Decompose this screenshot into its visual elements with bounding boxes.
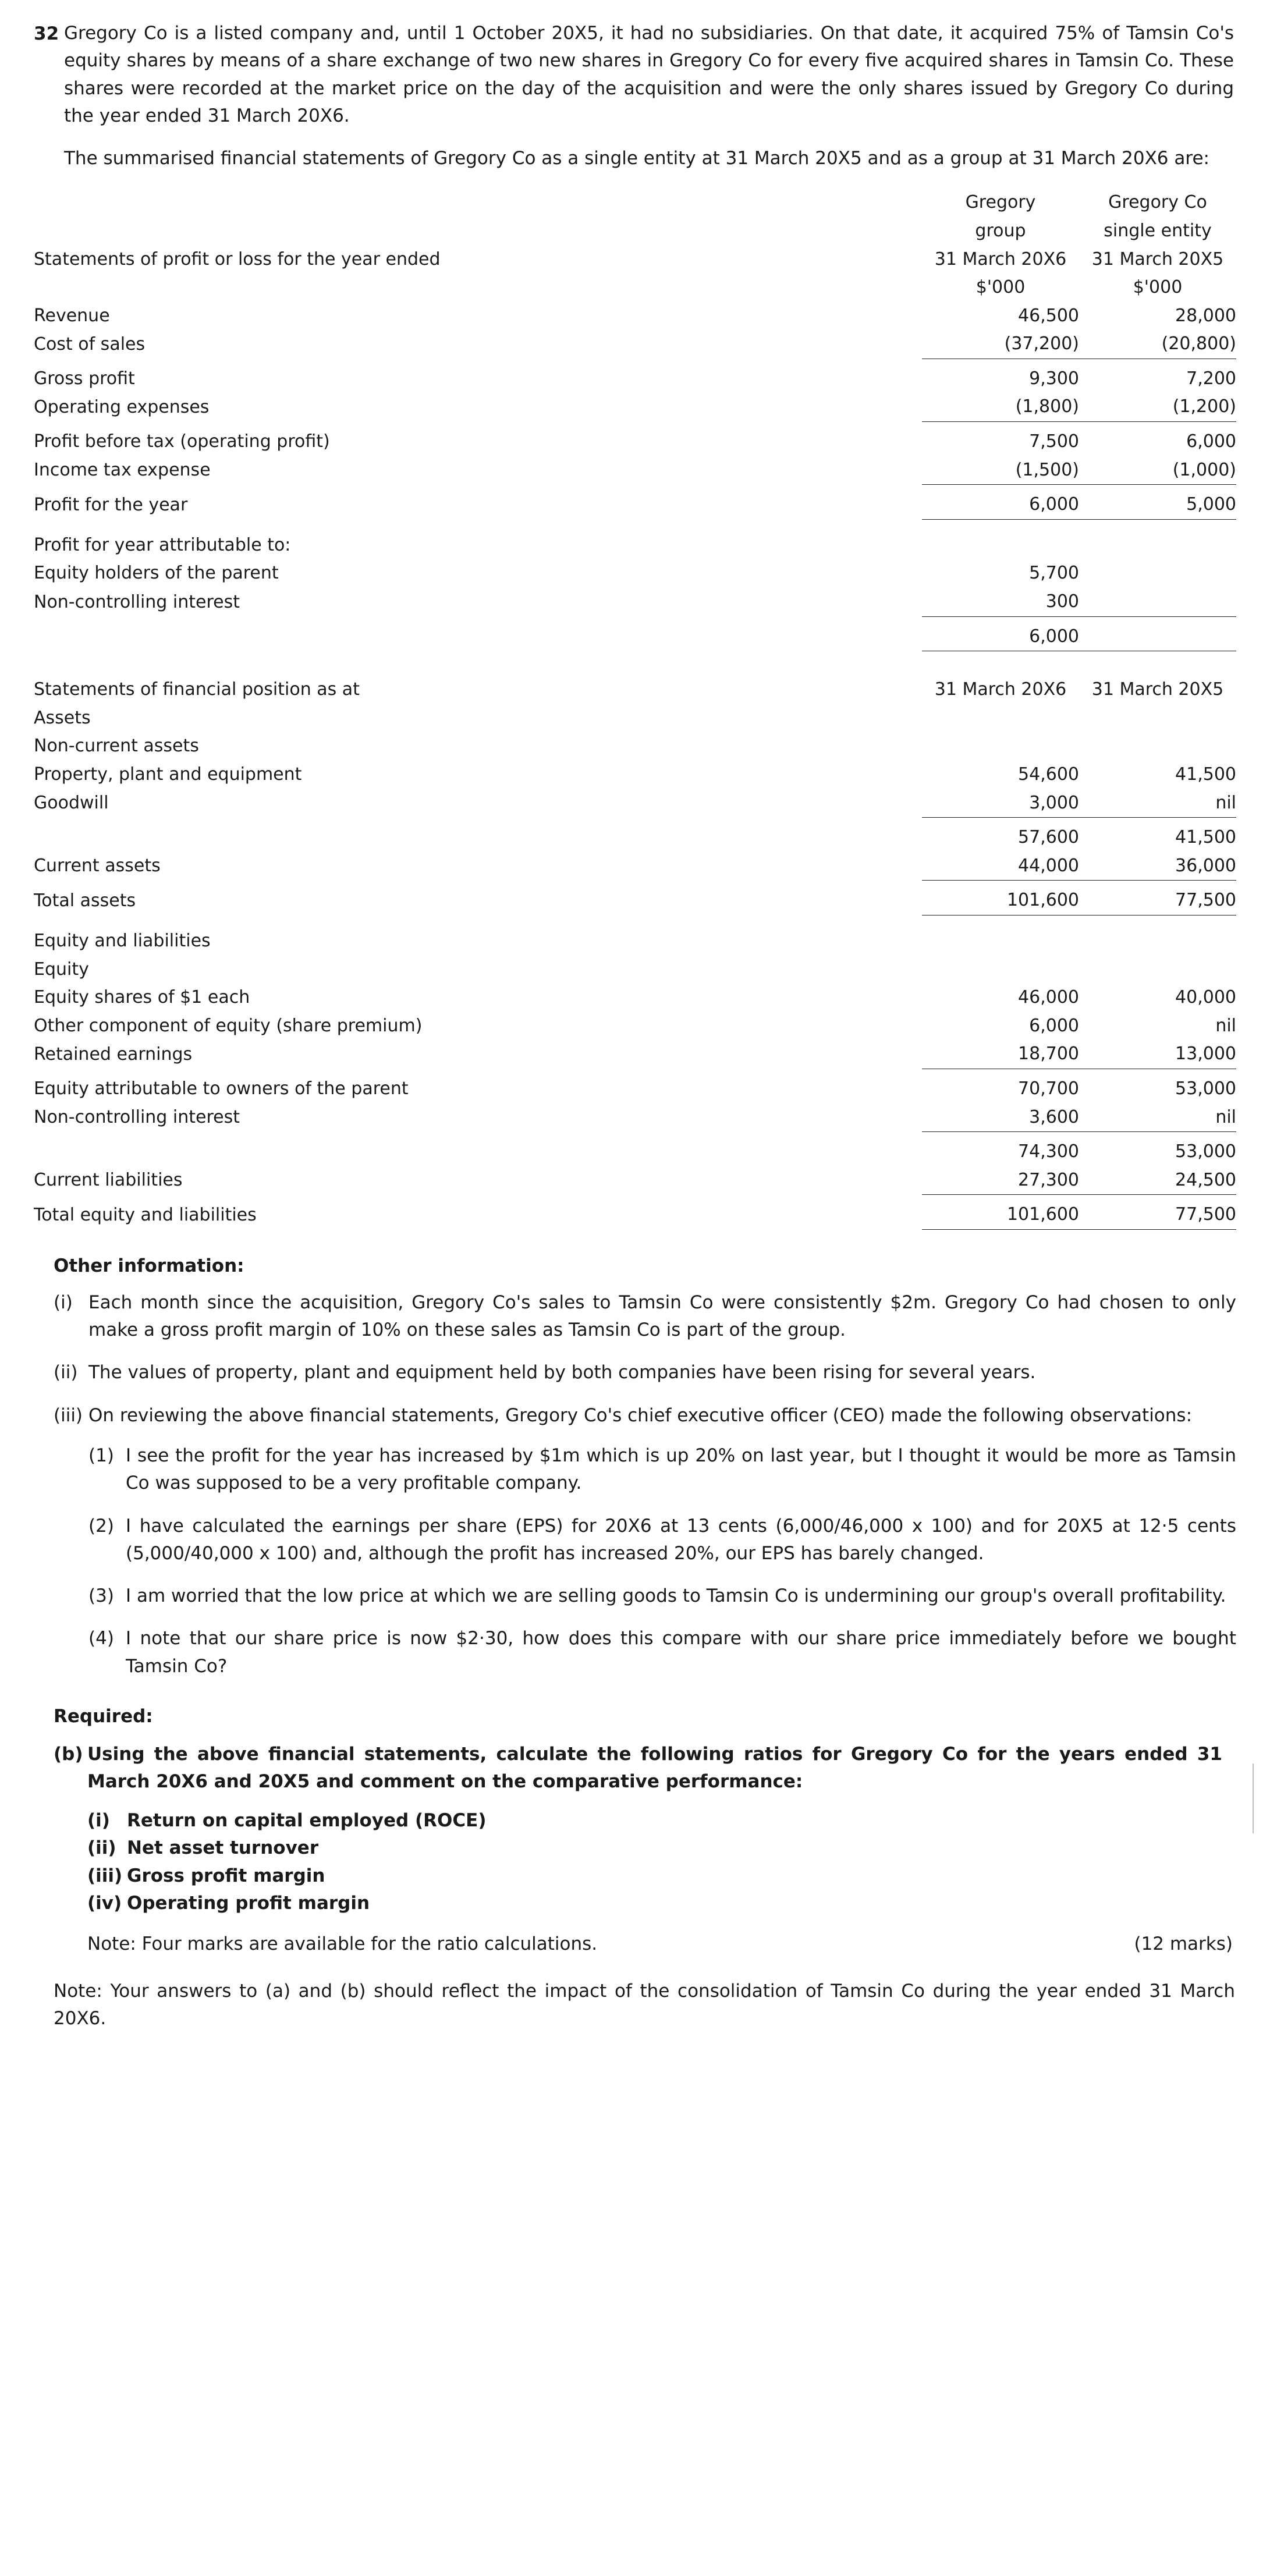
list-text: Gross profit margin bbox=[127, 1865, 325, 1886]
question-intro bbox=[34, 20, 1236, 172]
list-text: I note that our share price is now $2·30, how does this compare with our share price immediately before we bought Tamsin Co? bbox=[126, 1628, 1236, 1677]
col1-head-units: $'000 bbox=[975, 277, 1026, 298]
table-row: Equity shares of $1 each 46,000 40,000 bbox=[34, 987, 1236, 1008]
list-item bbox=[87, 1807, 1236, 1835]
ratio-note: Note: Four marks are available for the ratio calculations. bbox=[87, 1933, 598, 1954]
fp-col2-head: 31 March 20X5 bbox=[1091, 679, 1224, 700]
list-marker: (3) bbox=[88, 1585, 114, 1607]
table-row: Current liabilities 27,300 24,500 bbox=[34, 1166, 1236, 1195]
table-row: 74,300 53,000 bbox=[1018, 1141, 1236, 1162]
col1-head-line1: Gregory bbox=[965, 192, 1036, 213]
list-text: I am worried that the low price at which we are selling goods to Tamsin Co is undermining our group's overall profitability. bbox=[126, 1585, 1226, 1607]
table-row: Total equity and liabilities 101,600 77,500 bbox=[34, 1201, 1236, 1229]
list-marker: (iv) bbox=[87, 1892, 122, 1914]
ceo-observations-list bbox=[88, 1442, 1236, 1680]
required-text: Using the above financial statements, calculate the following ratios for Gregory Co for the years ended 31 March 20X6 and 20X5 and comment on the comparative performance: bbox=[87, 1743, 1222, 1793]
question-body bbox=[64, 20, 1234, 172]
table-row: Non-controlling interest 300 bbox=[34, 588, 1236, 616]
col2-head-line2: single entity bbox=[1104, 220, 1212, 241]
table-row: Equity holders of the parent 5,700 bbox=[34, 563, 1079, 584]
other-information-heading: Other information: bbox=[54, 1255, 244, 1276]
list-item bbox=[88, 1625, 1236, 1680]
column-header-row-3 bbox=[34, 246, 1236, 274]
attributable-title-row: Profit for year attributable to: bbox=[34, 534, 291, 555]
list-item bbox=[54, 1402, 1236, 1429]
list-item bbox=[87, 1835, 1236, 1862]
list-marker: (1) bbox=[88, 1445, 114, 1466]
column-header-row-1 bbox=[34, 189, 1236, 217]
list-marker: (4) bbox=[88, 1628, 114, 1649]
list-item bbox=[54, 1359, 1236, 1386]
final-note: Note: Your answers to (a) and (b) should reflect the impact of the consolidation of Tamsin Co during the year ended 31 March 20X6. bbox=[54, 1980, 1235, 2029]
profit-loss-title: Statements of profit or loss for the year ended bbox=[34, 249, 441, 269]
list-marker: (i) bbox=[87, 1810, 110, 1832]
table-row: Goodwill 3,000 nil bbox=[34, 789, 1236, 818]
col2-head-date: 31 March 20X5 bbox=[1091, 249, 1224, 269]
list-item bbox=[87, 1890, 1236, 1917]
table-row: Non-controlling interest 3,600 nil bbox=[34, 1104, 1236, 1132]
list-text: On reviewing the above financial statements, Gregory Co's chief executive officer (CEO) made the following observations: bbox=[88, 1404, 1193, 1426]
list-item bbox=[88, 1442, 1236, 1498]
column-header-row-4 bbox=[34, 274, 1236, 302]
table-row: Operating expenses (1,800) (1,200) bbox=[34, 393, 1236, 421]
list-marker: (ii) bbox=[87, 1837, 116, 1859]
table-row: Equity attributable to owners of the parent 70,700 53,000 bbox=[34, 1078, 1236, 1099]
table-row: Equity and liabilities bbox=[34, 930, 211, 951]
col1-head-date: 31 March 20X6 bbox=[934, 249, 1067, 269]
list-text: The values of property, plant and equipment held by both companies have been rising for several years. bbox=[88, 1362, 1036, 1383]
intro-paragraph-1: Gregory Co is a listed company and, until 1 October 20X5, it had no subsidiaries. On that date, it acquired 75% of Tamsin Co's equity shares by means of a share exchange of two new shares in Gregory Co for every five acquired shares in Tamsin Co. These shares were recorded at the market price on the day of the acquisition and were the only shares issued by Gregory Co during the year ended 31 March 20X6. bbox=[64, 23, 1234, 126]
list-marker: (ii) bbox=[54, 1362, 78, 1383]
col2-head-units: $'000 bbox=[1133, 277, 1183, 298]
list-item bbox=[87, 1862, 1236, 1890]
table-row: Property, plant and equipment 54,600 41,500 bbox=[34, 764, 1236, 785]
list-text: I see the profit for the year has increased by $1m which is up 20% on last year, but I thought it would be more as Tamsin Co was supposed to be a very profitable company. bbox=[126, 1445, 1236, 1494]
table-row: Total assets 101,600 77,500 bbox=[34, 886, 1236, 915]
other-information-list bbox=[54, 1289, 1236, 1680]
financial-position-header bbox=[34, 676, 1236, 704]
ratio-list bbox=[87, 1807, 1236, 1917]
marks-note-line bbox=[87, 1933, 1236, 1954]
table-row: Revenue 46,500 28,000 bbox=[34, 305, 1236, 326]
table-row: Income tax expense (1,500) (1,000) bbox=[34, 456, 1236, 485]
list-text: Return on capital employed (ROCE) bbox=[127, 1810, 487, 1832]
financial-position-title: Statements of financial position as at bbox=[34, 679, 360, 700]
marks-allocation: (12 marks) bbox=[1134, 1933, 1233, 1954]
margin-rule bbox=[1253, 1764, 1254, 1833]
list-item bbox=[88, 1513, 1236, 1568]
table-row: Non-current assets bbox=[34, 736, 199, 757]
required-marker: (b) bbox=[54, 1743, 83, 1765]
intro-paragraph-2: The summarised financial statements of Gregory Co as a single entity at 31 March 20X5 and as a group at 31 March 20X6 are: bbox=[64, 148, 1209, 169]
table-row: Equity bbox=[34, 959, 89, 980]
col1-head-line2: group bbox=[975, 220, 1026, 241]
table-row: Current assets 44,000 36,000 bbox=[34, 852, 1236, 881]
table-row: 6,000 bbox=[34, 623, 1236, 651]
financial-position-table bbox=[34, 676, 1236, 1230]
table-row: Gross profit 9,300 7,200 bbox=[34, 368, 1236, 389]
table-row: Other component of equity (share premium) 6,000 nil bbox=[34, 1015, 1236, 1036]
table-row: Cost of sales (37,200) (20,800) bbox=[34, 330, 1236, 359]
list-marker: (iii) bbox=[87, 1865, 123, 1886]
required-heading: Required: bbox=[54, 1705, 153, 1727]
required-part-b bbox=[54, 1741, 1236, 1796]
list-item bbox=[88, 1582, 1236, 1610]
col2-head-line1: Gregory Co bbox=[1108, 192, 1207, 213]
table-row: 57,600 41,500 bbox=[1018, 827, 1236, 848]
list-marker: (2) bbox=[88, 1515, 114, 1537]
list-text: Each month since the acquisition, Gregory Co's sales to Tamsin Co were consistently $2m. Gregory Co had chosen to only make a gross profit margin of 10% on these sales as Tamsin Co is part of the group. bbox=[88, 1291, 1236, 1341]
table-row: Profit before tax (operating profit) 7,500 6,000 bbox=[34, 431, 1236, 452]
list-text: Net asset turnover bbox=[127, 1837, 319, 1859]
table-row: Retained earnings 18,700 13,000 bbox=[34, 1040, 1236, 1069]
list-text: I have calculated the earnings per share (EPS) for 20X6 at 13 cents (6,000/46,000 x 100) and for 20X5 at 12·5 cents (5,000/40,000 x 100) and, although the profit has increased 20%, our EPS has barely changed. bbox=[126, 1515, 1236, 1564]
profit-loss-table bbox=[34, 189, 1236, 651]
list-marker: (i) bbox=[54, 1291, 73, 1313]
list-marker: (iii) bbox=[54, 1404, 83, 1426]
column-header-row-2 bbox=[34, 217, 1236, 246]
list-item bbox=[54, 1289, 1236, 1344]
question-number: 32 bbox=[34, 23, 59, 44]
fp-col1-head: 31 March 20X6 bbox=[934, 679, 1067, 700]
table-row: Assets bbox=[34, 707, 91, 728]
table-row: Profit for the year 6,000 5,000 bbox=[34, 491, 1236, 519]
list-text: Operating profit margin bbox=[127, 1892, 370, 1914]
